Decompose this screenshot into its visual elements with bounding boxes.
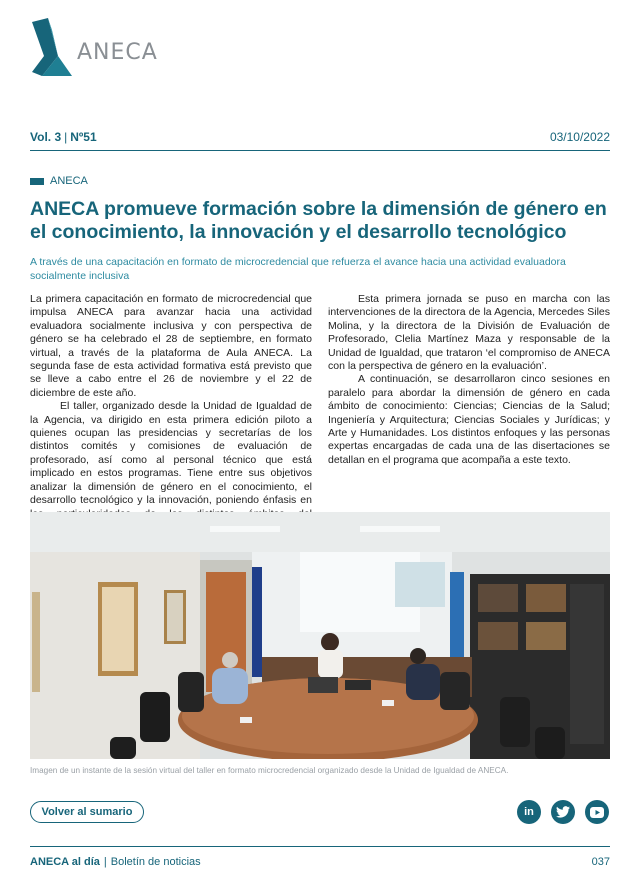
header-divider: [30, 150, 610, 151]
article-title: ANECA promueve formación sobre la dimensión de género en el conocimiento, la innovación y el desarrollo tecnológico: [30, 198, 607, 243]
linkedin-icon[interactable]: [517, 800, 541, 824]
section-label: ANECA: [50, 175, 88, 187]
section-bar: [30, 178, 44, 185]
separator: |: [103, 856, 107, 868]
back-to-summary-button[interactable]: Volver al sumario: [30, 801, 144, 823]
article-body: [30, 293, 610, 534]
publication-subtitle: Boletín de noticias: [110, 856, 201, 868]
section-tag: [30, 175, 88, 187]
issue-number: Nº51: [70, 130, 97, 144]
body-column-left: [30, 293, 312, 534]
article-subtitle: A través de una capacitación en formato de microcredencial que refuerza el avance hacia una actividad evaluadora socialmente inclusiva: [30, 256, 566, 282]
logo-text: ANECA: [77, 40, 158, 65]
twitter-bird: [556, 806, 570, 818]
linkedin-glyph: in: [524, 806, 534, 818]
body-paragraph: A continuación, se desarrollaron cinco sesiones en paralelo para abordar la dimensión de género en cada ámbito de conocimiento: Ciencias; Ciencias de la Salud; Ingeniería y Arquitectura; Ciencias Sociales y Jurídicas; y Arte y Humanidades. Los distintos enfoques y las personas expertas encargadas de cada una de las disertaciones se detallan en el programa que acompaña a este texto.: [328, 373, 610, 466]
youtube-icon[interactable]: [585, 800, 609, 824]
issue-date: 03/10/2022: [549, 130, 610, 144]
publication-name: ANECA al día: [30, 856, 100, 868]
footer-publication: [30, 856, 201, 868]
body-column-right: [328, 293, 610, 534]
twitter-icon[interactable]: [551, 800, 575, 824]
issue-info: [30, 130, 97, 144]
page-number: 037: [591, 856, 610, 868]
volume-label: Vol. 3: [30, 130, 62, 144]
youtube-play: [590, 807, 604, 818]
body-paragraph: El taller, organizado desde la Unidad de Igualdad de la Agencia, va dirigido en esta primera edición piloto a quienes ocupan las presidencias y secretarías de los distintos comités y comisiones de evaluación de profesorado, así como al personal técnico que está implicado en estos programas. Tiene entre sus objetivos analizar la dimensión de género en el conocimiento, el desarrollo tecnológico y la innovación, poniendo énfasis en: [30, 400, 312, 507]
footer-divider: [30, 846, 610, 847]
aneca-logo[interactable]: [28, 16, 168, 78]
photo-caption: Imagen de un instante de la sesión virtual del taller en formato microcredencial organizado desde la Unidad de Igualdad de ANECA.: [30, 766, 509, 775]
body-paragraph: Esta primera jornada se puso en marcha con las intervenciones de la directora de la Agencia, Mercedes Siles Molina, y la directora de la División de Evaluación de Profesorado, Clelia Martínez Maza y responsable de la Unidad de Igualdad, que trataron ‘el compromiso de ANECA con la perspectiva de género en la evaluación’.: [328, 293, 610, 373]
separator: |: [64, 130, 68, 144]
body-paragraph: La primera capacitación en formato de microcredencial que impulsa ANECA para avanzar hacia una actividad evaluadora socialmente inclusiva y con perspectiva de género se ha celebrado el 28 de septiembre, en formato virtual, a través de la plataforma de Aula ANECA. La segunda fase de esta actividad formativa está previsto que se lleve a cabo entre el 26 de noviembre y el 22 de diciembre de este año.: [30, 293, 312, 399]
meeting-photo: [30, 512, 610, 759]
